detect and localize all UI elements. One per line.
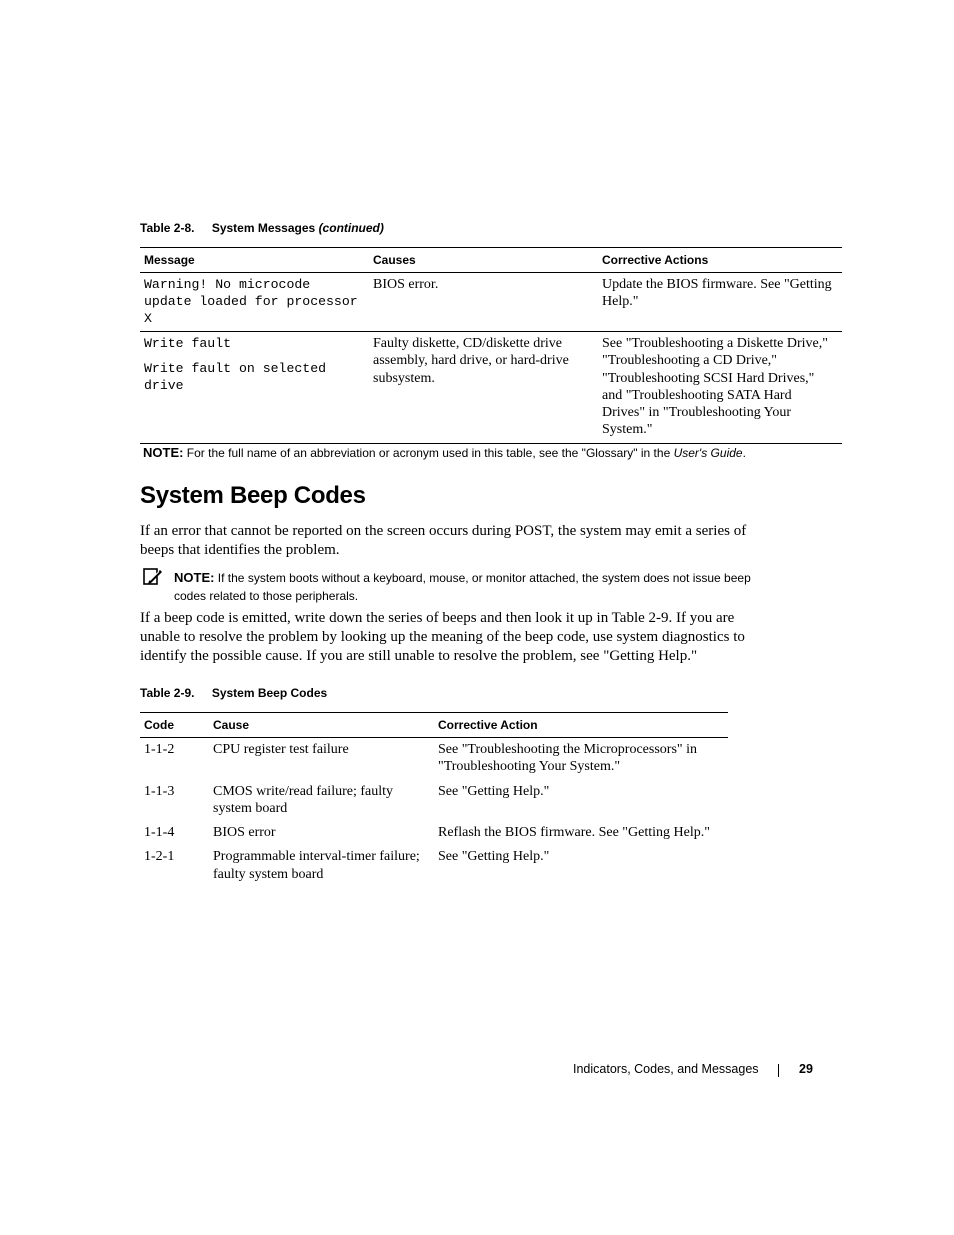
system-messages-table bbox=[140, 247, 842, 444]
note-text: For the full name of an abbreviation or acronym used in this table, see the "Glossary" in the bbox=[186, 446, 671, 460]
message-text: Write fault on selected drive bbox=[144, 361, 327, 393]
column-header-code: Code bbox=[144, 718, 174, 732]
note-end: . bbox=[742, 446, 746, 460]
note-text: If the system boots without a keyboard, mouse, or monitor attached, the system does not issue beep codes related to those peripherals. bbox=[174, 571, 751, 603]
message-cell bbox=[140, 332, 369, 444]
code-cell: 1-1-3 bbox=[144, 783, 175, 799]
page-number: 29 bbox=[799, 1062, 813, 1076]
cause-cell: Programmable interval-timer failure; faulty system board bbox=[213, 849, 420, 882]
cause-cell: BIOS error bbox=[213, 825, 276, 841]
action-cell: Reflash the BIOS firmware. See "Getting Help." bbox=[438, 825, 710, 841]
table-caption-number: Table 2-9. bbox=[140, 686, 195, 700]
table-row bbox=[140, 738, 728, 780]
body-paragraph: If a beep code is emitted, write down the series of beeps and then look it up in Table 2-9. If you are unable to resolve the problem by looking up the meaning of the beep code, use system diagnostics to identify the possible cause. If you are still unable to resolve the problem, see "Getting Help." bbox=[140, 610, 745, 664]
table-row bbox=[140, 845, 728, 887]
column-header-causes: Causes bbox=[373, 253, 416, 267]
table-row bbox=[140, 273, 842, 332]
actions-cell: Update the BIOS firmware. See "Getting Help." bbox=[602, 277, 832, 310]
beep-codes-table bbox=[140, 712, 728, 887]
actions-cell: See "Troubleshooting a Diskette Drive," "Troubleshooting a CD Drive," "Troubleshooting SCSI Hard Drives," and "Troubleshooting SATA Hard Drives" in "Troubleshooting Your System." bbox=[602, 336, 828, 438]
table-caption-title: System Beep Codes bbox=[211, 686, 328, 700]
code-cell: 1-2-1 bbox=[144, 849, 175, 865]
section-heading: System Beep Codes bbox=[140, 482, 366, 509]
note-pencil-icon bbox=[143, 568, 163, 586]
table-caption-number: Table 2-8. bbox=[140, 221, 195, 235]
beep-note bbox=[174, 569, 754, 605]
column-header-corrective-action: Corrective Action bbox=[438, 718, 538, 732]
page-footer bbox=[573, 1062, 813, 1076]
table-header-row bbox=[140, 248, 842, 273]
users-guide-reference: User's Guide bbox=[673, 446, 743, 460]
note-label: NOTE: bbox=[143, 445, 184, 460]
footer-divider bbox=[778, 1064, 779, 1077]
intro-paragraph: If an error that cannot be reported on the screen occurs during POST, the system may emit a series of beeps that identifies the problem. bbox=[140, 523, 747, 558]
message-text: Warning! No microcode update loaded for processor X bbox=[144, 277, 358, 326]
table-note bbox=[143, 445, 746, 460]
cause-cell: CMOS write/read failure; faulty system board bbox=[213, 783, 394, 816]
table-2-9-caption bbox=[140, 686, 327, 700]
table-2-8-caption bbox=[140, 221, 384, 235]
message-text: Write fault bbox=[144, 336, 232, 351]
column-header-cause: Cause bbox=[213, 718, 250, 732]
table-row bbox=[140, 780, 728, 822]
footer-section-title: Indicators, Codes, and Messages bbox=[573, 1062, 759, 1076]
code-cell: 1-1-2 bbox=[144, 742, 175, 757]
table-row bbox=[140, 821, 728, 845]
causes-cell: BIOS error. bbox=[373, 277, 439, 292]
column-header-corrective-actions: Corrective Actions bbox=[602, 253, 709, 267]
table-caption-title: System Messages bbox=[211, 221, 316, 235]
action-cell: See "Getting Help." bbox=[438, 849, 550, 865]
action-cell: See "Getting Help." bbox=[438, 783, 550, 799]
table-header-row bbox=[140, 713, 728, 738]
column-header-message: Message bbox=[144, 253, 195, 267]
action-cell: See "Troubleshooting the Microprocessors" in "Troubleshooting Your System." bbox=[438, 742, 697, 775]
note-label: NOTE: bbox=[174, 570, 215, 585]
cause-cell: CPU register test failure bbox=[213, 742, 349, 757]
code-cell: 1-1-4 bbox=[144, 825, 175, 841]
causes-cell: Faulty diskette, CD/diskette drive assembly, hard drive, or hard-drive subsystem. bbox=[373, 336, 569, 386]
table-row bbox=[140, 332, 842, 444]
message-cell bbox=[140, 273, 369, 332]
table-caption-continued: (continued) bbox=[318, 221, 384, 235]
